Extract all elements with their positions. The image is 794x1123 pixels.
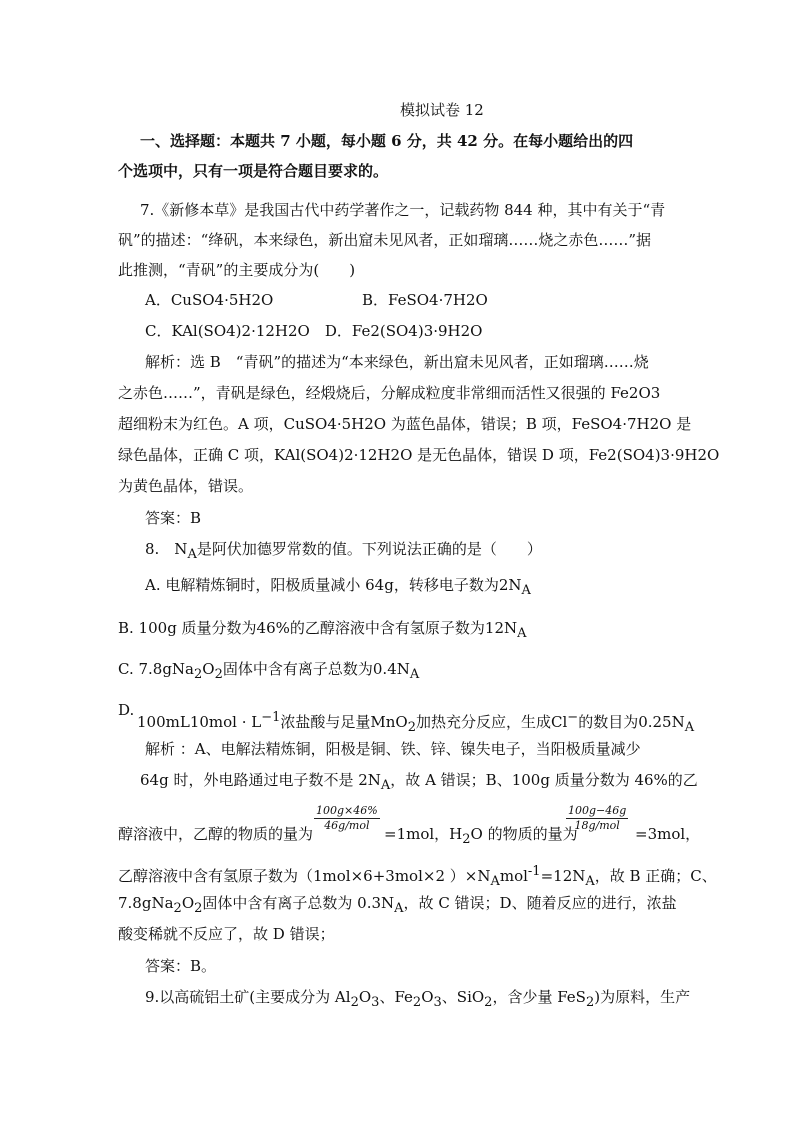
q7-option-cd: C．KAl(SO4)2·12H2O D．Fe2(SO4)3·9H2O: [145, 322, 483, 340]
fraction-water-moles: 100g−46g 18g/mol: [568, 804, 627, 832]
q7-stem-line1: 7.《新修本草》是我国古代中药学著作之一，记载药物 844 种，其中有关于“青: [140, 201, 666, 219]
section-heading-line1: 一、选择题：本题共 7 小题，每小题 6 分，共 42 分。在每小题给出的四: [140, 132, 634, 150]
q8-explanation-line3-mid: =1mol，$H_2O$ 的物质的量为: [384, 825, 578, 847]
q8-explanation-line5: $7.8gNa_2O_2$固体中含有离子总数为 $0.3N_A$，故 C 错误；D、随着反应的进行，浓盐: [118, 894, 677, 916]
q8-option-d: $100mL10mol \cdot L^{-1}$浓盐酸与足量MnO$_2$加热充分反应，生成Cl−的数目为$0.25N_A$: [137, 710, 695, 735]
q7-stem-line3: 此推测，“青矾”的主要成分为( ): [118, 261, 356, 279]
q8-option-c: C. $7.8gNa_2O_2$固体中含有离子总数为$0.4N_A$: [118, 660, 420, 682]
q7-explanation-line5: 为黄色晶体，错误。: [118, 477, 254, 495]
q7-explanation-line4: 绿色晶体，正确 C 项，KAl(SO4)2·12H2O 是无色晶体，错误 D 项，Fe2(SO4)3·9H2O: [118, 446, 720, 464]
q8-explanation-line6: 酸变稀就不反应了，故 D 错误；: [118, 925, 335, 943]
q8-explanation-line4: 乙醇溶液中含有氢原子数为（1mol×6+3mol×2 ）$\times N_Amol^{-1}=12N_A$，故 B 正确；C、: [118, 864, 717, 889]
q8-stem: 8. $N_A$是阿伏加德罗常数的值。下列说法正确的是（ ）: [145, 540, 542, 562]
q8-explanation-line1: 解析 ：A、电解法精炼铜，阳极是铜、铁、锌、镍失电子，当阳极质量减少: [145, 740, 641, 758]
q7-explanation-line1: 解析：选 B “青矾”的描述为“本来绿色，新出窟未见风者，正如瑠璃……烧: [145, 353, 649, 371]
q7-explanation-line3: 超细粉末为红色。A 项，CuSO4·5H2O 为蓝色晶体，错误；B 项，FeSO4·7H2O 是: [118, 415, 692, 433]
section-heading-line2: 个选项中，只有一项是符合题目要求的。: [118, 162, 389, 180]
q7-stem-line2: 矾”的描述：“绛矾，本来绿色，新出窟未见风者，正如瑠璃……烧之赤色……”据: [118, 231, 652, 249]
q8-answer: 答案：B。: [145, 957, 217, 975]
fraction-ethanol-moles: 100g×46% 46g/mol: [316, 804, 378, 832]
q8-explanation-line3-start: 醇溶液中，乙醇的物质的量为: [118, 825, 314, 843]
page-title: 模拟试卷 12: [400, 101, 484, 119]
q8-option-a: A. 电解精炼铜时，阳极质量减小 64g，转移电子数为$2N_A$: [145, 576, 531, 598]
q7-option-b: B．FeSO4·7H2O: [362, 291, 488, 309]
q8-option-b: B. 100g 质量分数为46%的乙醇溶液中含有氢原子数为$12N_A$: [118, 619, 527, 641]
q9-stem: 9.以高硫铝土矿(主要成分为 $Al_2O_3$、$Fe_2O_3$、SiO$_2$，含少量 FeS$_2$)为原料，生产: [145, 988, 691, 1010]
q7-option-a: A．CuSO4·5H2O: [145, 291, 274, 309]
q8-explanation-line3-end: =3mol，: [635, 825, 701, 843]
q7-explanation-line2: 之赤色……”，青矾是绿色，经煅烧后，分解成粒度非常细而活性又很强的 Fe2O3: [118, 384, 661, 402]
q7-answer: 答案：B: [145, 509, 202, 527]
q8-option-d-label: D.: [118, 701, 135, 719]
q8-explanation-line2: 64g 时，外电路通过电子数不是 $2N_A$，故 A 错误；B、100g 质量分数为 46%的乙: [140, 771, 698, 793]
